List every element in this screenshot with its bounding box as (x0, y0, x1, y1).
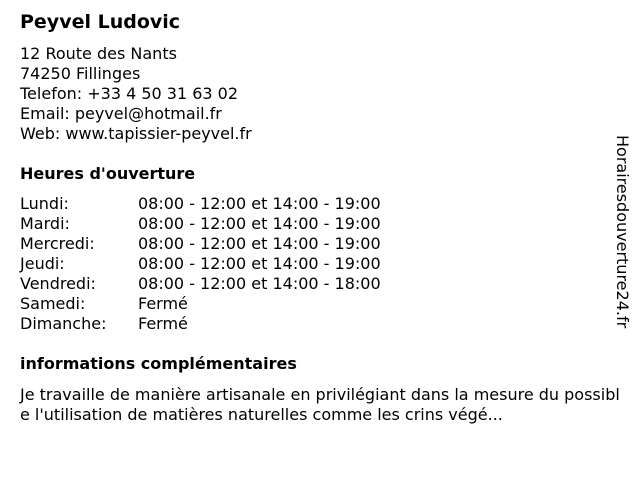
day-label: Samedi: (20, 294, 86, 313)
additional-info-text: Je travaille de manière artisanale en privilégiant dans la mesure du possible l'utilisation de matières naturelles comme les crins végé... (20, 385, 620, 424)
address-city: 74250 Fillinges (20, 64, 141, 83)
day-label: Dimanche: (20, 314, 107, 333)
source-watermark: Horairesdouverture24.fr (613, 135, 632, 329)
day-hours: Fermé (138, 294, 188, 313)
day-label: Jeudi: (20, 254, 65, 273)
day-hours: 08:00 - 12:00 et 14:00 - 19:00 (138, 234, 381, 253)
email-address[interactable]: Email: peyvel@hotmail.fr (20, 104, 222, 123)
phone-number[interactable]: Telefon: +33 4 50 31 63 02 (20, 84, 239, 103)
day-hours: 08:00 - 12:00 et 14:00 - 19:00 (138, 254, 381, 273)
address-street: 12 Route des Nants (20, 44, 177, 63)
contact-block (20, 44, 252, 144)
day-label: Lundi: (20, 194, 69, 213)
day-label: Mercredi: (20, 234, 95, 253)
hours-row-monday (20, 194, 381, 214)
opening-hours-table (20, 194, 381, 334)
hours-row-friday (20, 274, 381, 294)
day-label: Vendredi: (20, 274, 96, 293)
hours-row-wednesday (20, 234, 381, 254)
business-name: Peyvel Ludovic (20, 11, 181, 33)
hours-row-saturday (20, 294, 381, 314)
day-hours: 08:00 - 12:00 et 14:00 - 19:00 (138, 214, 381, 233)
hours-row-sunday (20, 314, 381, 334)
hours-row-thursday (20, 254, 381, 274)
hours-row-tuesday (20, 214, 381, 234)
day-hours: 08:00 - 12:00 et 14:00 - 18:00 (138, 274, 381, 293)
day-label: Mardi: (20, 214, 70, 233)
website-link[interactable]: Web: www.tapissier-peyvel.fr (20, 124, 252, 143)
day-hours: Fermé (138, 314, 188, 333)
opening-hours-heading: Heures d'ouverture (20, 164, 196, 183)
additional-info-heading: informations complémentaires (20, 354, 297, 373)
day-hours: 08:00 - 12:00 et 14:00 - 19:00 (138, 194, 381, 213)
